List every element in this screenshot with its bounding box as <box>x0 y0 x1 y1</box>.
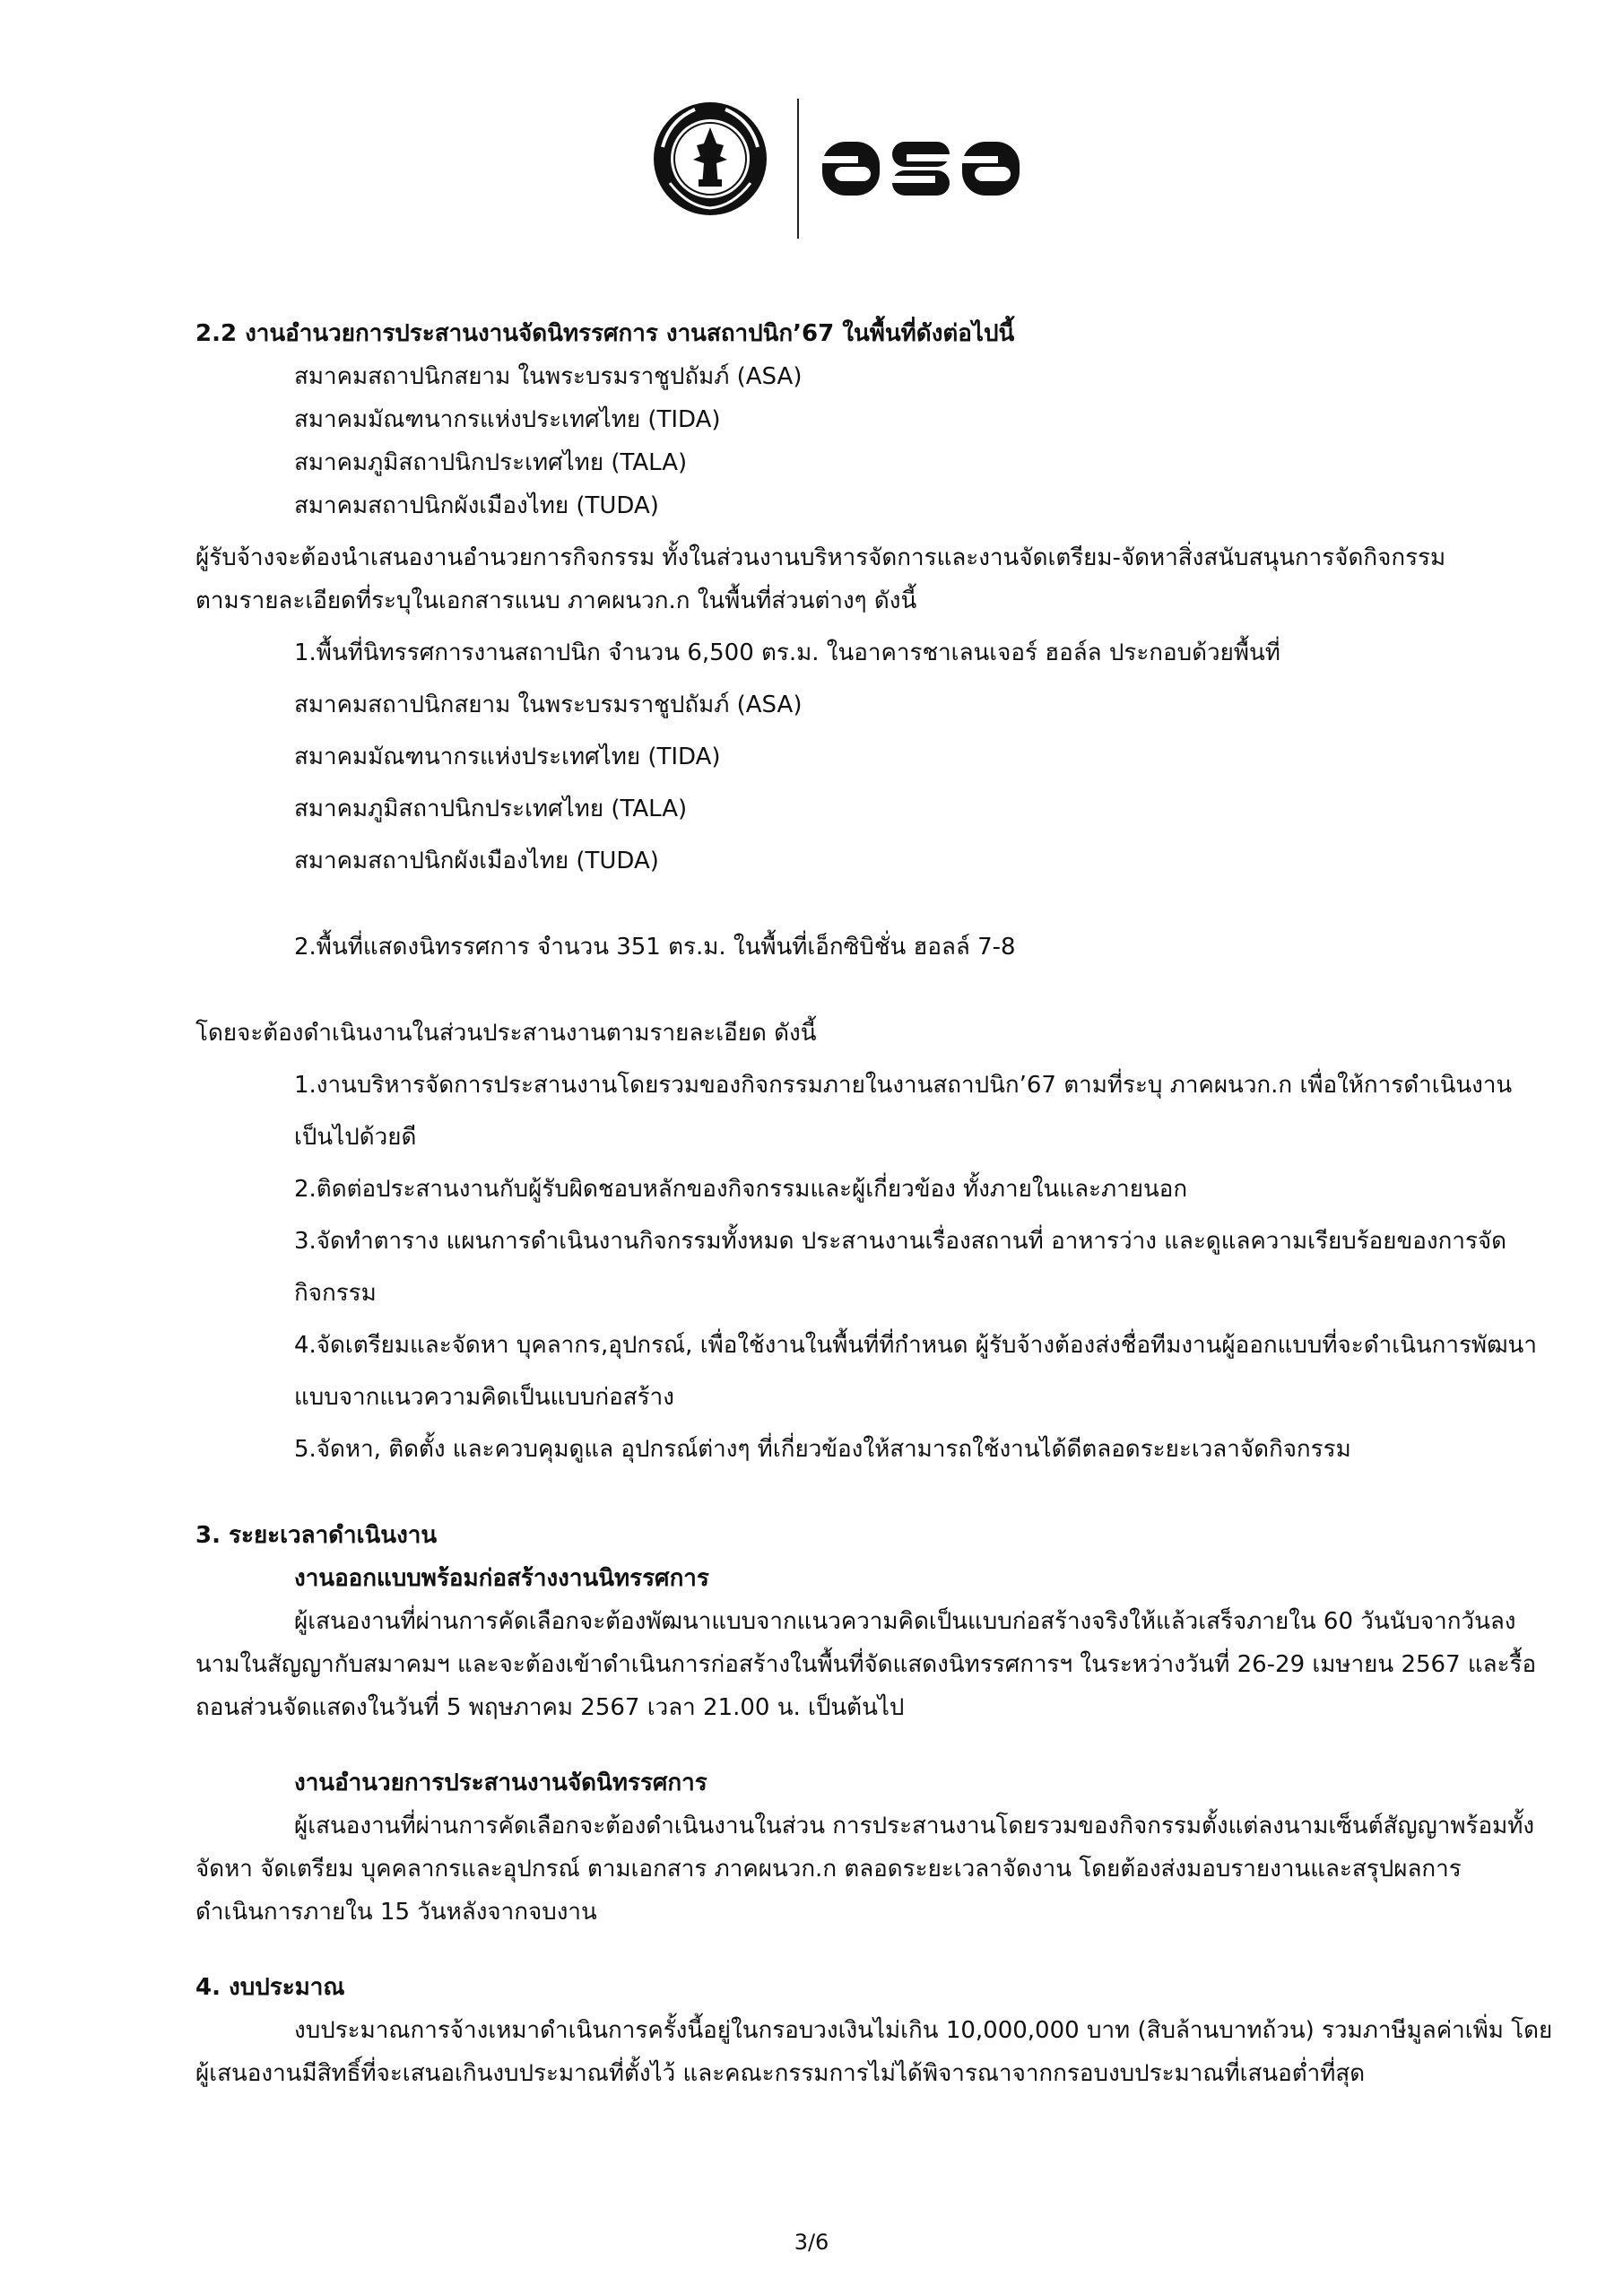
association-item: สมาคมภูมิสถาปนิกประเทศไทย (TALA) <box>294 796 688 822</box>
section-3-sub2-text: ผู้เสนองานที่ผ่านการคัดเลือกจะต้องดำเนินงานในส่วน การประสานงานโดยรวมของกิจกรรมตั้งแต่ลงนามเซ็นต์สัญญาพร้อมทั้ง <box>294 1813 1535 1839</box>
section-3-sub1-text: ถอนส่วนจัดแสดงในวันที่ 5 พฤษภาคม 2567 เวลา 21.00 น. เป็นต้นไป <box>195 1694 905 1721</box>
association-item: สมาคมสถาปนิกสยาม ในพระบรมราชูปถัมภ์ (ASA) <box>294 363 803 390</box>
tasks-intro: โดยจะต้องดำเนินงานในส่วนประสานงานตามรายละเอียด ดังนี้ <box>195 1020 817 1047</box>
section-3-sub2-text: จัดหา จัดเตรียม บุคคลากรและอุปกรณ์ ตามเอกสาร ภาคผนวก.ก ตลอดระยะเวลาจัดงาน โดยต้องส่งมอบรายงานและสรุปผลการ <box>195 1856 1462 1883</box>
task-item: 2.ติดต่อประสานงานกับผู้รับผิดชอบหลักของกิจกรรมและผู้เกี่ยวข้อง ทั้งภายในและภายนอก <box>294 1176 1188 1203</box>
task-item-cont: เป็นไปด้วยดี <box>294 1124 417 1151</box>
task-item: 4.จัดเตรียมและจัดหา บุคลากร,อุปกรณ์, เพื่อใช้งานในพื้นที่ที่กำหนด ผู้รับจ้างต้องส่งชื่อทีมงานผู้ออกแบบที่จะดำเนินการพัฒนา <box>294 1332 1537 1359</box>
page-number: 3/6 <box>794 2230 829 2255</box>
task-item-cont: แบบจากแนวความคิดเป็นแบบก่อสร้าง <box>294 1384 674 1411</box>
section-3-sub2-text: ดำเนินการภายใน 15 วันหลังจากจบงาน <box>195 1899 597 1926</box>
association-item: สมาคมมัณฑนากรแห่งประเทศไทย (TIDA) <box>294 406 721 433</box>
association-item: สมาคมภูมิสถาปนิกประเทศไทย (TALA) <box>294 449 688 476</box>
section-3-sub2-heading: งานอำนวยการประสานงานจัดนิทรรศการ <box>294 1770 707 1796</box>
section-3-sub1-heading: งานออกแบบพร้อมก่อสร้างงานนิทรรศการ <box>294 1565 709 1592</box>
task-item: 1.งานบริหารจัดการประสานงานโดยรวมของกิจกรรมภายในงานสถาปนิก’67 ตามที่ระบุ ภาคผนวก.ก เพื่อให้การดำเนินงาน <box>294 1072 1513 1099</box>
section-2-2-heading: 2.2 งานอำนวยการประสานงานจัดนิทรรศการ งานสถาปนิก’67 ในพื้นที่ดังต่อไปนี้ <box>195 320 1015 347</box>
task-item-cont: กิจกรรม <box>294 1280 377 1307</box>
logo-divider <box>797 99 799 239</box>
task-item: 3.จัดทำตาราง แผนการดำเนินงานกิจกรรมทั้งหมด ประสานงานเรื่องสถานที่ อาหารว่าง และดูแลความเรียบร้อยของการจัด <box>294 1228 1507 1255</box>
section-3-sub1-text: นามในสัญญากับสมาคมฯ และจะต้องเข้าดำเนินการก่อสร้างในพื้นที่จัดแสดงนิทรรศการฯ ในระหว่างวันที่ 26-29 เมษายน 2567 และรื้อ <box>195 1651 1537 1678</box>
section-3-sub1-text: ผู้เสนองานที่ผ่านการคัดเลือกจะต้องพัฒนาแบบจากแนวความคิดเป็นแบบก่อสร้างจริงให้แล้วเสร็จภายใน 60 วันนับจากวันลง <box>294 1608 1516 1635</box>
section-4-heading: 4. งบประมาณ <box>195 1974 345 2001</box>
section-4-text: งบประมาณการจ้างเหมาดำเนินการครั้งนี้อยู่ในกรอบวงเงินไม่เกิน 10,000,000 บาท (สิบล้านบาทถ้วน) รวมภาษีมูลค่าเพิ่ม โดย <box>294 2017 1553 2044</box>
intro-line: ตามรายละเอียดที่ระบุในเอกสารแนบ ภาคผนวก.ก ในพื้นที่ส่วนต่างๆ ดังนี้ <box>195 587 917 614</box>
association-item: สมาคมสถาปนิกผังเมืองไทย (TUDA) <box>294 848 659 874</box>
asa-brand-logo <box>820 133 1023 204</box>
task-item: 5.จัดหา, ติดตั้ง และควบคุมดูแล อุปกรณ์ต่างๆ ที่เกี่ยวข้องให้สามารถใช้งานได้ดีตลอดระยะเวลาจัดกิจกรรม <box>294 1436 1351 1463</box>
association-seal-logo <box>652 100 768 217</box>
association-item: สมาคมมัณฑนากรแห่งประเทศไทย (TIDA) <box>294 744 721 770</box>
section-3-heading: 3. ระยะเวลาดำเนินงาน <box>195 1522 438 1549</box>
area-2: 2.พื้นที่แสดงนิทรรศการ จำนวน 351 ตร.ม. ในพื้นที่เอ็กซิบิชั่น ฮอลล์ 7-8 <box>294 934 1016 961</box>
intro-line: ผู้รับจ้างจะต้องนำเสนองานอำนวยการกิจกรรม ทั้งในส่วนงานบริหารจัดการและงานจัดเตรียม-จัดหาสิ่งสนับสนุนการจัดกิจกรรม <box>195 544 1446 571</box>
association-item: สมาคมสถาปนิกผังเมืองไทย (TUDA) <box>294 492 659 519</box>
association-item: สมาคมสถาปนิกสยาม ในพระบรมราชูปถัมภ์ (ASA) <box>294 691 803 718</box>
document-body <box>195 312 1558 2095</box>
section-4-text: ผู้เสนองานมีสิทธิ์ที่จะเสนอเกินงบประมาณที่ตั้งไว้ และคณะกรรมการไม่ได้พิจารณาจากกรอบงบประมาณที่เสนอต่ำที่สุด <box>195 2060 1366 2087</box>
area-1: 1.พื้นที่นิทรรศการงานสถาปนิก จำนวน 6,500 ตร.ม. ในอาคารชาเลนเจอร์ ฮอล์ล ประกอบด้วยพื้นที่ <box>294 639 1280 666</box>
